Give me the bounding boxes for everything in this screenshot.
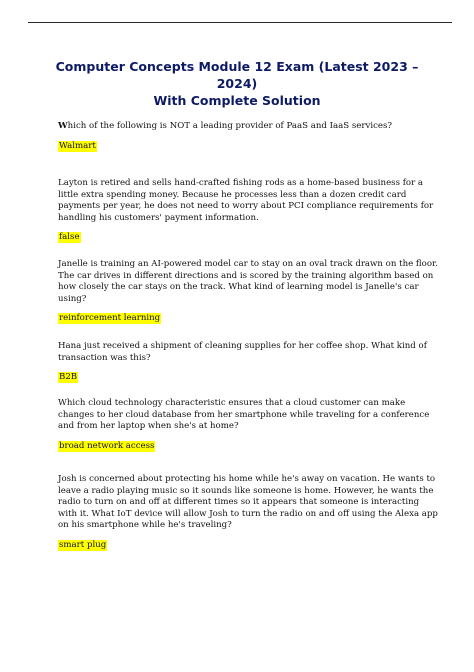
qa-item-6 (58, 474, 440, 551)
answer-highlight: smart plug (59, 539, 107, 550)
answer-highlight: B2B (59, 372, 78, 383)
question-text: Which cloud technology characteristic ensures that a cloud customer can make changes to her cloud database from her smartphone while traveling for a conference and from her laptop when she's at home? (58, 398, 430, 432)
question-text: Josh is concerned about protecting his home while he's away on vacation. He wants to leave a radio playing music so it sounds like someone is home. However, he wants the radio to turn on and off at different times so it appears that someone is interacting with it. What IoT device will allow Josh to turn the radio on and off using the Alexa app on his smartphone while he's traveling? (58, 474, 438, 531)
answer-highlight: false (59, 232, 80, 243)
answer-highlight: broad network access (59, 440, 155, 451)
answer-highlight: reinforcement learning (59, 313, 161, 324)
question-text: Hana just received a shipment of cleaning supplies for her coffee shop. What kind of transaction was this? (58, 341, 427, 363)
question-text: Janelle is training an AI-powered model car to stay on an oval track drawn on the floor. The car drives in different directions and is scored by the training algorithm based on how closely the car stays on the track. What kind of learning model is Janelle's car using? (58, 259, 438, 304)
question-text: Layton is retired and sells hand-crafted fishing rods as a home-based business for a little extra spending money. Because he processes less than a dozen credit card payments per year, he does not need to worry about PCI compliance requirements for handling his customers' payment information. (58, 178, 434, 223)
qa-item-1 (58, 121, 440, 152)
qa-item-5 (58, 398, 440, 452)
qa-item-2 (58, 178, 440, 243)
page-title (40, 58, 434, 109)
qa-item-3 (58, 259, 440, 324)
qa-item-4 (58, 341, 440, 383)
question-body: hich of the following is NOT a leading provider of PaaS and IaaS services? (67, 121, 392, 131)
answer-highlight: Walmart (59, 140, 96, 151)
question-text (58, 121, 440, 133)
question-lead-letter: W (58, 121, 68, 131)
title-line-1: Computer Concepts Module 12 Exam (Latest 2023 – 2024) (55, 59, 419, 91)
title-line-2: With Complete Solution (153, 93, 321, 108)
top-rule (28, 22, 452, 23)
